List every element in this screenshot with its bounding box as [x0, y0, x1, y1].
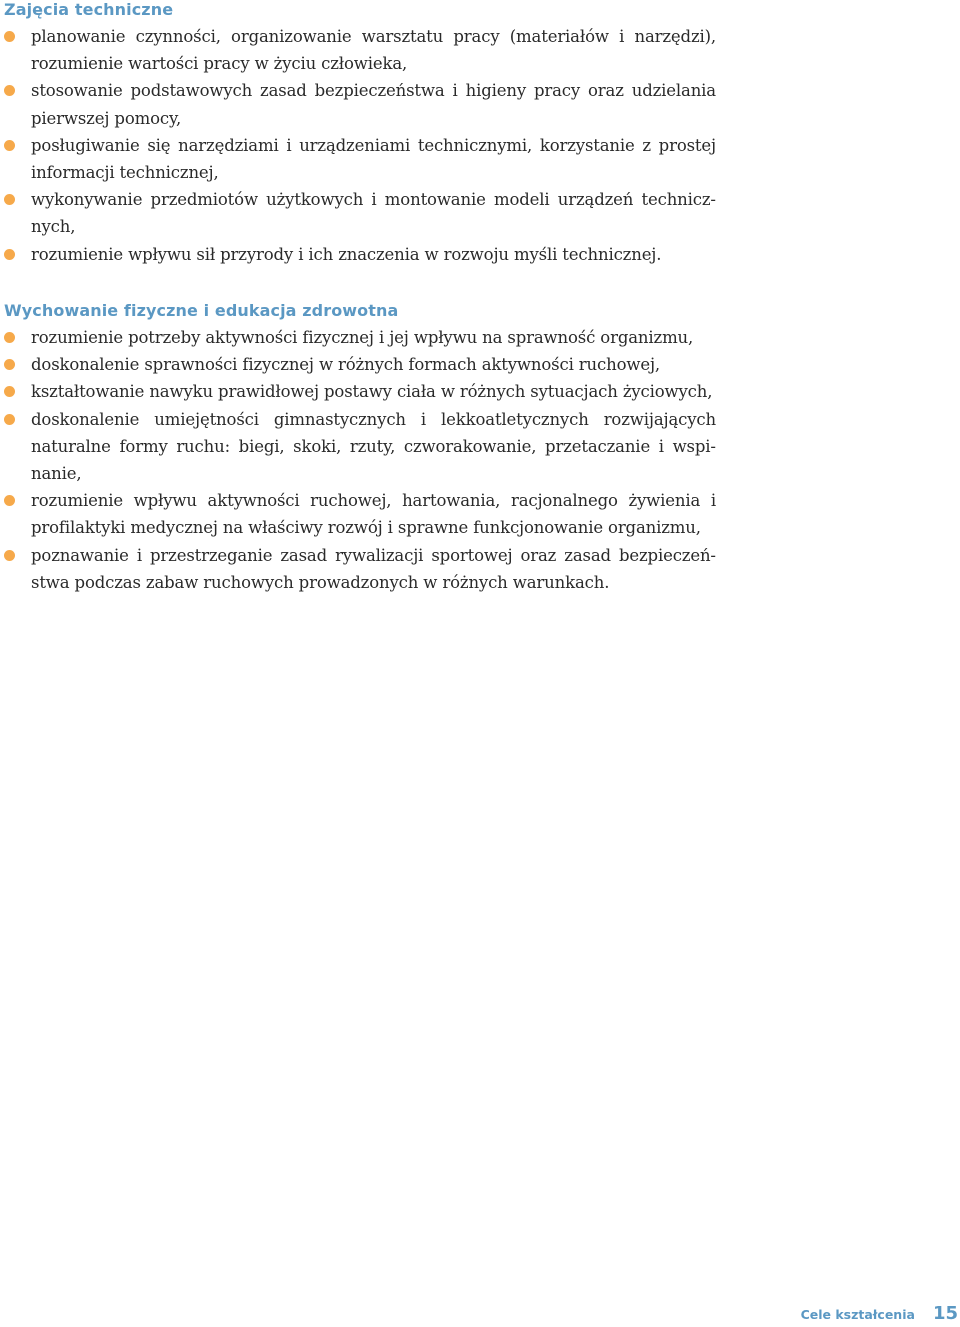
list-item — [4, 351, 716, 378]
bullet-dot-icon — [4, 386, 15, 397]
footer-running-title: Cele kształcenia — [800, 1307, 915, 1322]
bullet-dot-icon — [4, 249, 15, 260]
section-technical-classes — [4, 0, 716, 268]
bullet-list — [4, 324, 716, 596]
list-item — [4, 23, 716, 77]
list-item-text: poznawanie i przestrzeganie zasad rywalizacji sportowej oraz zasad bezpieczeństwa podczas zabaw ruchowych prowadzonych w różnych warunkach. — [31, 545, 716, 592]
list-item — [4, 186, 716, 240]
list-item — [4, 132, 716, 186]
bullet-dot-icon — [4, 85, 15, 96]
bullet-dot-icon — [4, 495, 15, 506]
section-physical-education — [4, 297, 716, 596]
list-item-text: doskonalenie sprawności fizycznej w różnych formach aktywności ruchowej, — [31, 355, 661, 375]
bullet-dot-icon — [4, 332, 15, 343]
bullet-dot-icon — [4, 194, 15, 205]
page-number: 15 — [932, 1303, 958, 1324]
list-item — [4, 487, 716, 541]
bullet-dot-icon — [4, 359, 15, 370]
list-item-text: rozumienie wpływu sił przyrody i ich znaczenia w rozwoju myśli technicznej. — [31, 244, 662, 264]
bullet-dot-icon — [4, 550, 15, 561]
list-item-text: wykonywanie przedmiotów użytkowych i montowanie modeli urządzeń technicznych, — [31, 190, 716, 237]
list-item — [4, 241, 716, 268]
list-item-text: kształtowanie nawyku prawidłowej postawy ciała w różnych sytuacjach życiowych, — [31, 382, 713, 402]
list-item — [4, 406, 716, 488]
list-item-text: stosowanie podstawowych zasad bezpieczeństwa i higieny pracy oraz udzielania pierwszej pomocy, — [31, 81, 716, 128]
bullet-list — [4, 23, 716, 268]
list-item — [4, 542, 716, 596]
list-item-text: rozumienie potrzeby aktywności fizycznej i jej wpływu na sprawność organizmu, — [31, 328, 694, 347]
bullet-dot-icon — [4, 31, 15, 42]
bullet-dot-icon — [4, 140, 15, 151]
section-heading: Wychowanie fizyczne i edukacja zdrowotna — [4, 301, 399, 320]
list-item-text: planowanie czynności, organizowanie warsztatu pracy (materiałów i narzędzi), rozumienie wartości pracy w życiu człowieka, — [31, 27, 716, 74]
list-item — [4, 378, 716, 405]
page-footer — [801, 1303, 960, 1327]
section-heading: Zajęcia techniczne — [4, 0, 174, 19]
bullet-dot-icon — [4, 414, 15, 425]
list-item — [4, 77, 716, 131]
list-item-text: rozumienie wpływu aktywności ruchowej, hartowania, racjonalnego żywienia i profilaktyki medycznej na właściwy rozwój i sprawne funkcjonowanie organizmu, — [31, 491, 716, 538]
list-item-text: doskonalenie umiejętności gimnastycznych i lekkoatletycznych rozwijających naturalne formy ruchu: biegi, skoki, rzuty, czworakowanie, przetaczanie i wspinanie, — [31, 409, 716, 484]
list-item-text: posługiwanie się narzędziami i urządzeniami technicznymi, korzystanie z prostej informacji technicznej, — [31, 135, 716, 183]
list-item — [4, 324, 716, 351]
